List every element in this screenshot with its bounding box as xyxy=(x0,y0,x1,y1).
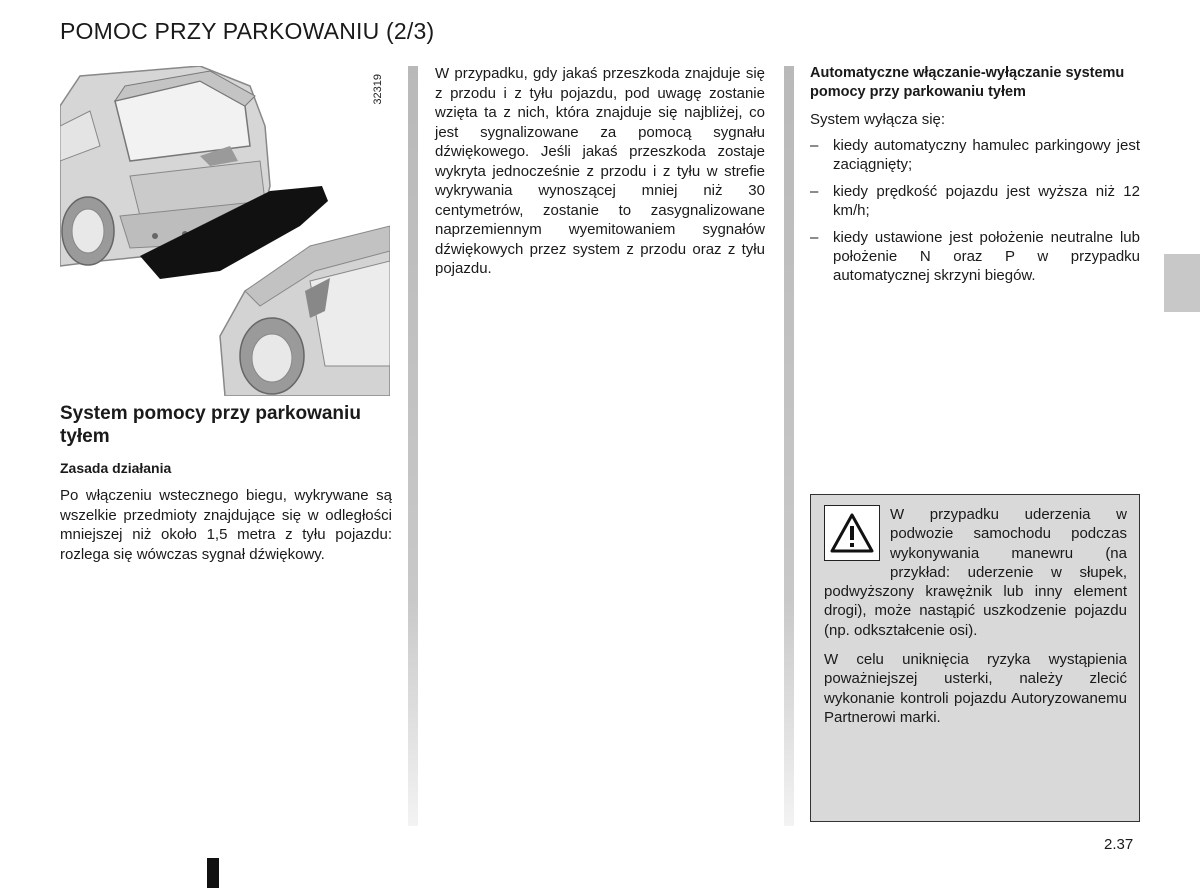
warning-box xyxy=(810,494,1140,822)
section-heading: System pomocy przy parkowaniu tyłem xyxy=(60,403,361,447)
column-middle xyxy=(435,64,765,279)
column-left xyxy=(60,402,392,564)
list-item xyxy=(810,228,1140,285)
list-item-text: kiedy automatyczny hamulec parkingowy jest zaciągnięty; xyxy=(833,136,1140,173)
chapter-side-tab xyxy=(1164,254,1200,312)
obstacle-paragraph: W przypadku, gdy jakaś przeszkoda znajduje się z przodu i z tyłu pojazdu, pod uwagę zostanie wzięta ta z nich, która znajduje się najbliżej, co jest sygnalizowane za pomocą sygnału dźwiękowego. Jeśli jakaś przeszkoda zostaje wykryta jednocześnie z przodu i z tyłu w strefie wykrywania wynoszącej mniej niż 30 centymetrów, zostanie to zasygnalizowane naprzemiennym wyemitowaniem sygnałów dźwiękowych przez system z przodu oraz z tyłu pojazdu. xyxy=(435,65,765,277)
conditions-list xyxy=(810,136,1140,285)
page-number: 2.37 xyxy=(1104,836,1134,853)
warning-paragraph-2: W celu uniknięcia ryzyka wystąpienia poważniejszej usterki, należy zlecić wykonanie kontroli pojazdu Autoryzowanemu Partnerowi marki. xyxy=(824,651,1127,726)
print-mark xyxy=(207,858,219,888)
list-item-text: kiedy prędkość pojazdu jest wyższa niż 12 km/h; xyxy=(833,182,1140,219)
page-title: POMOC PRZY PARKOWANIU (2/3) xyxy=(60,18,435,44)
auto-switch-heading: Automatyczne włączanie-wyłączanie systemu pomocy przy parkowaniu tyłem xyxy=(810,65,1125,100)
principle-paragraph: Po włączeniu wstecznego biegu, wykrywane są wszelkie przedmioty znajdujące się w odległości mniejszej niż około 1,5 metra z tyłu pojazdu: rozlega się wówczas sygnał dźwiękowy. xyxy=(60,487,392,563)
system-off-intro: System wyłącza się: xyxy=(810,111,946,128)
figure-number: 32319 xyxy=(372,74,384,105)
car-illustration-svg xyxy=(60,66,390,396)
list-dash: – xyxy=(810,136,819,154)
warning-paragraph-1: W przypadku uderzenia w podwozie samochodu podczas wykonywania manewru (na przykład: uderzenie w słupek, podwyższony krawężnik lub inny element drogi), może nastąpić uszkodzenie pojazdu (np. odkształcenie osi). xyxy=(824,506,1127,639)
list-dash: – xyxy=(810,182,819,200)
column-divider-left xyxy=(408,66,418,826)
parking-illustration xyxy=(60,66,390,396)
list-item xyxy=(810,182,1140,220)
subsection-heading: Zasada działania xyxy=(60,460,172,476)
list-item xyxy=(810,136,1140,174)
list-item-text: kiedy ustawione jest położenie neutralne lub położenie N oraz P w przypadku automatycznej skrzyni biegów. xyxy=(833,228,1140,284)
column-right xyxy=(810,64,1140,293)
warning-triangle-icon xyxy=(824,505,880,561)
column-divider-right xyxy=(784,66,794,826)
list-dash: – xyxy=(810,228,819,246)
